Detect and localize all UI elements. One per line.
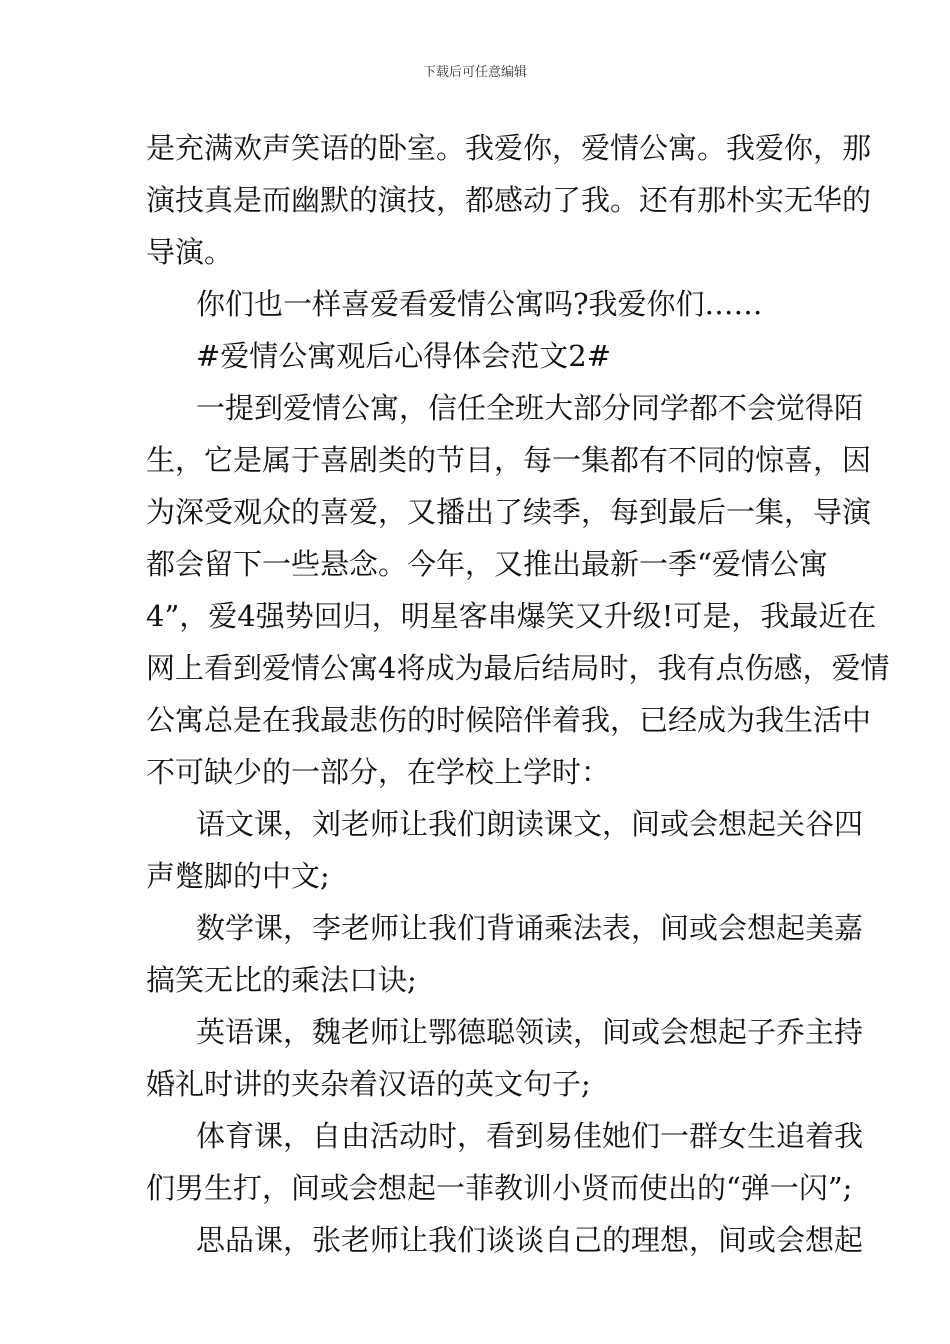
text-line: 声蹩脚的中文; — [146, 859, 330, 893]
text-line: 都会留下一些悬念。今年，又推出最新一季“爱情公寓 — [146, 547, 828, 581]
text-line: 网上看到爱情公寓4将成为最后结局时，我有点伤感，爱情 — [146, 651, 890, 685]
document-body — [146, 122, 890, 1266]
text-line: 数学课，李老师让我们背诵乘法表，间或会想起美嘉 — [196, 911, 864, 945]
text-line: 你们也一样喜爱看爱情公寓吗?我爱你们…… — [196, 287, 763, 321]
text-line: 英语课，魏老师让鄂德聪领读，间或会想起子乔主持 — [196, 1015, 864, 1049]
text-line: 体育课，自由活动时，看到易佳她们一群女生追着我 — [196, 1119, 864, 1153]
text-line: 生，它是属于喜剧类的节目，每一集都有不同的惊喜，因 — [146, 443, 872, 477]
page-header: 下载后可任意编辑 — [422, 65, 527, 80]
text-line: 4”，爱4强势回归，明星客串爆笑又升级!可是，我最近在 — [146, 599, 877, 633]
text-line: 婚礼时讲的夹杂着汉语的英文句子; — [146, 1067, 591, 1101]
text-line: 为深受观众的喜爱，又播出了续季，每到最后一集，导演 — [146, 495, 872, 529]
text-line: 搞笑无比的乘法口诀; — [146, 963, 417, 997]
text-line: 一提到爱情公寓，信任全班大部分同学都不会觉得陌 — [196, 391, 864, 425]
text-line: #爱情公寓观后心得体会范文2# — [196, 339, 612, 373]
text-line: 导演。 — [146, 235, 234, 269]
text-line: 们男生打，间或会想起一菲教训小贤而使出的“弹一闪”; — [146, 1171, 853, 1205]
text-line: 不可缺少的一部分，在学校上学时： — [146, 755, 611, 789]
text-line: 是充满欢声笑语的卧室。我爱你，爱情公寓。我爱你，那 — [146, 131, 872, 165]
text-line: 思品课，张老师让我们谈谈自己的理想，间或会想起 — [196, 1223, 864, 1257]
text-line: 公寓总是在我最悲伤的时候陪伴着我，已经成为我生活中 — [146, 703, 872, 737]
text-line: 演技真是而幽默的演技，都感动了我。还有那朴实无华的 — [146, 183, 872, 217]
text-line: 语文课，刘老师让我们朗读课文，间或会想起关谷四 — [196, 807, 864, 841]
